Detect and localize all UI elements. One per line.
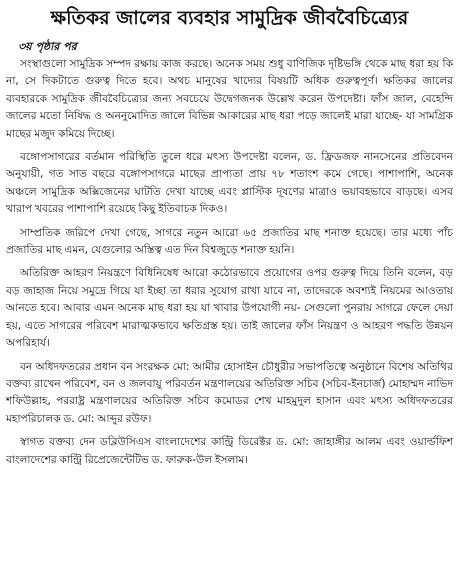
article-paragraph: স্বাগত বক্তব্য দেন ডব্লিউসিএস বাংলাদেশের কান্ট্রি ডিরেক্টর ড. মো: জাহাঙ্গীর আলম এবং ওয়ার্ল্ডফিশ বাংলাদেশের কান্ট্রি রিপ্রেজেন্টেটিভ ড. ফারুক-উল ইসলাম। <box>6 436 453 466</box>
article-headline: ক্ষতিকর জালের ব্যবহার সামুদ্রিক জীববৈচিত্র্যের <box>50 7 409 29</box>
article-paragraph: সংস্থাগুলো সামুদ্রিক সম্পদ রক্ষায় কাজ করছে। অনেক সময় শুধু বাণিজিক দৃষ্টিভঙ্গি থেকে মাছ ধরা হয় কি না, সে দিকটাতে গুরুত্ব দিতে হবে। অথচ মানুষের খাদ্যের বিষয়টি অধিক গুরুত্বপূর্ণ। ক্ষতিকর জালের ব্যবহারকে সামুদ্রিক জীববৈচিত্র্যের জন্য সবচেয়ে উদ্বেগজনক উল্লেখ করেন উপদেষ্টা। ফাঁস জাল, বেহেন্দি জালের মতো নিষিদ্ধ ও অননুমোদিত জালে বিভিন্ন আকারের মাছ ধরা পড়ে জালেই মারা যাচ্ছে- যা সামগ্রিক মাছের মজুদ কমিয়ে দিচ্ছে। <box>6 58 453 140</box>
article-paragraph: সাম্প্রতিক জরিপে দেখা গেছে, সাগরে নতুন আরো ৬৫ প্রজাতির মাছ শনাক্ত হয়েছে। তার মধ্যে পাঁচ প্রজাতির মাছ এমন, যেগুলোর অস্তিত্ব এত দিন বিশ্বজুড়ে শনাক্ত হয়নি। <box>6 226 453 257</box>
continued-from-label: ৩য় পৃষ্ঠার পর <box>18 40 77 53</box>
article-paragraph: বন অধিদফতরের প্রধান বন সংরক্ষক মো: আমীর হোসাইন চৌধুরীর সভাপতিত্বে অনুষ্ঠানে বিশেষ অতিথির বক্তব্য রাখেন পরিবেশ, বন ও জলবায়ু পরিবর্তন মন্ত্রণালয়ের অতিরিক্ত সচিব (সচিব-ইনচার্জ) মোহাম্মদ নাভিদ শফিউল্লাহ, পররাষ্ট্র মন্ত্রণালয়ের অতিরিক্ত সচিব কমোডর শেখ মাহমুদুল হাসান এবং মৎস্য অধিদফতরের মহাপরিচালক ড. মো: আব্দুর রউফ। <box>6 360 453 425</box>
article-paragraph: বঙ্গোপসাগরের বর্তমান পরিস্থিতি তুলে ধরে মৎস্য উপদেষ্টা বলেন, ড. ফ্রিডজফ নানসেনের প্রতিবেদন অনুযায়ী, গত সাত বছরে বঙ্গোপসাগরে মাছের প্রাপ্যতা প্রায় ৭৮ শতাংশ কমে গেছে। পাশাপাশি, অনেক অঞ্চলে সামুদ্রিক অক্সিজেনের ঘাটতি দেখা যাচ্ছে এবং প্লাস্টিক দূষণের মাত্রাও ভয়াবহভাবে বাড়ছে। এসব খারাপ খবরের পাশাপাশি রয়েছে কিছু ইতিবাচক দিকও। <box>6 151 453 216</box>
article-paragraph: অতিরিক্ত আহরণ নিয়ন্ত্রণে বিধিনিষেধ আরো কঠোরভাবে প্রয়োগের ওপর গুরুত্ব দিয়ে তিনি বলেন, বড় বড় জাহাজ নিয়ে সমুদ্রে গিয়ে যা ইচ্ছা তা ধরার সুযোগ রাখা যাবে না, তাদেরকে অবশ্যই নিয়মের আওতায় আনতে হবে। আবার এমন অনেক মাছ ধরা হয় যা খাবার উপযোগী নয়- সেগুলো পুনরায় সাগরে ফেলে দেয়া হয়, এতে সাগরের পরিবেশ মারাত্মকভাবে ক্ষতিগ্রস্ত হয়। তাই জালের ফাঁস নিয়ন্ত্রণ ও আহরণ পদ্ধতি উন্নয়ন অপরিহার্য। <box>6 267 453 350</box>
